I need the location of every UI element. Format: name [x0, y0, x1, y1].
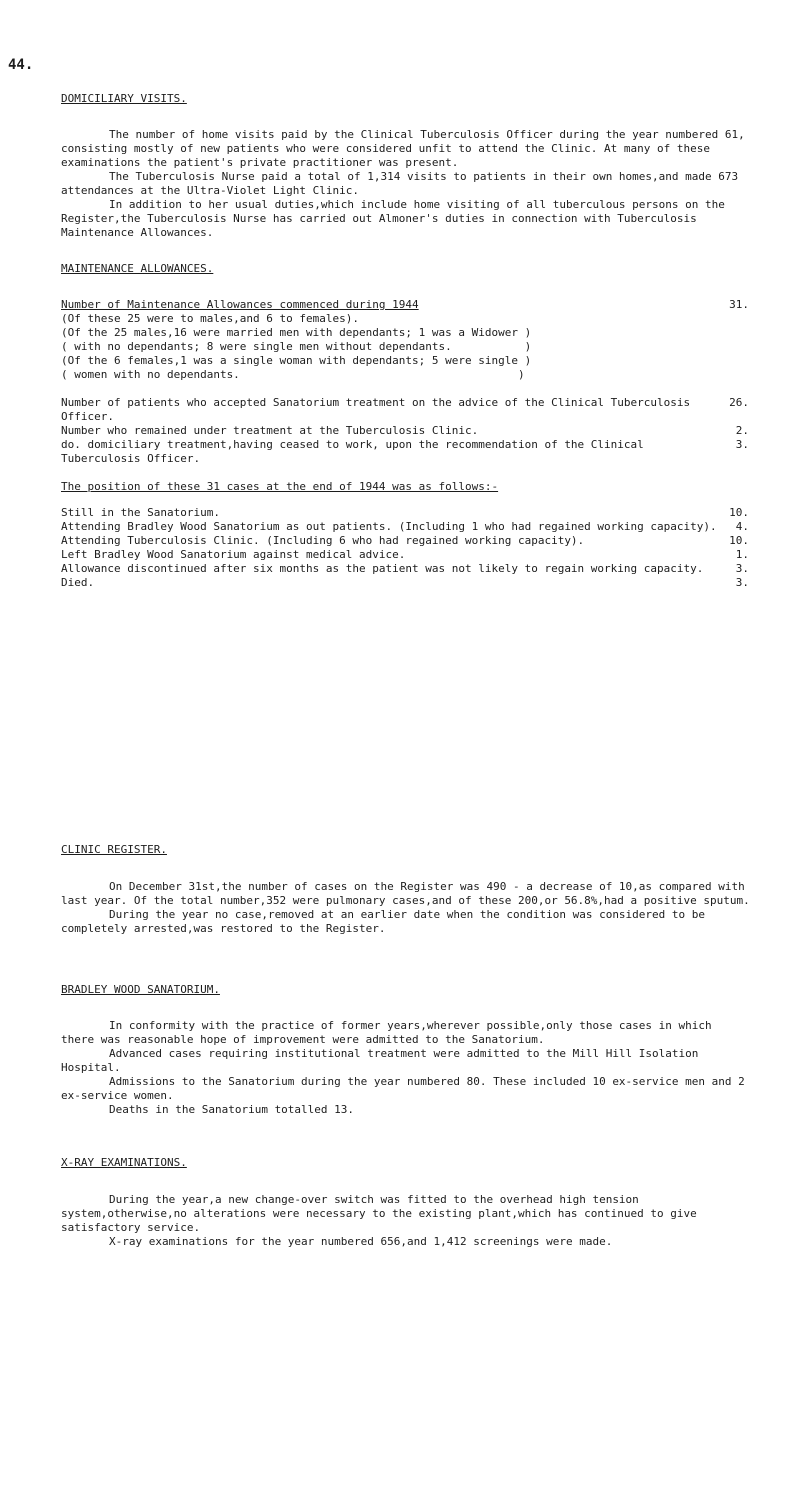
- position-label: Attending Tuberculosis Clinic. (Including 6 who had regained working capacity).: [61, 534, 585, 547]
- position-row: [61, 548, 749, 562]
- bradley-paragraph-3: Admissions to the Sanatorium during the year numbered 80. These included 10 ex-service men and 2 ex-service women.: [61, 1075, 745, 1102]
- xray-heading: X-RAY EXAMINATIONS.: [61, 1156, 187, 1169]
- xray-section: [61, 1193, 751, 1249]
- maintenance-note-3: ( with no dependants; 8 were single men without dependants. ): [61, 340, 532, 353]
- position-value: 4.: [735, 520, 749, 533]
- clinic-section: [61, 880, 751, 936]
- accepted-row: [61, 396, 749, 424]
- ceased-value: 3.: [735, 438, 749, 451]
- bradley-heading: BRADLEY WOOD SANATORIUM.: [61, 983, 220, 996]
- page-number: 44.: [8, 57, 34, 73]
- position-value: 10.: [729, 534, 749, 547]
- position-label: Left Bradley Wood Sanatorium against medical advice.: [61, 548, 406, 561]
- clinic-heading: CLINIC REGISTER.: [61, 843, 167, 856]
- domiciliary-paragraph-1: The number of home visits paid by the Clinical Tuberculosis Officer during the year numbered 61, consisting mostly of new patients who were considered unfit to attend the Clinic. At many of these examinations the patient's private practitioner was present.: [61, 128, 745, 169]
- position-row: [61, 576, 749, 590]
- position-value: 10.: [729, 506, 749, 519]
- ceased-row: [61, 438, 749, 466]
- position-label: Died.: [61, 576, 95, 589]
- maintenance-note-4: (Of the 6 females,1 was a single woman with dependants; 5 were single ): [61, 354, 532, 367]
- accepted-value: 26.: [729, 396, 749, 409]
- ceased-label: do. domiciliary treatment,having ceased to work, upon the recommendation of the Clinical Tuberculosis Officer.: [61, 438, 644, 465]
- remained-label: Number who remained under treatment at the Tuberculosis Clinic.: [61, 424, 479, 437]
- bradley-paragraph-1: In conformity with the practice of former years,wherever possible,only those cases in which there was reasonable hope of improvement were admitted to the Sanatorium.: [61, 1019, 712, 1046]
- commenced-value: 31.: [729, 298, 749, 311]
- bradley-paragraph-4: Deaths in the Sanatorium totalled 13.: [109, 1103, 355, 1116]
- remained-value: 2.: [735, 424, 749, 437]
- commenced-label: Number of Maintenance Allowances commenced during 1944: [61, 298, 419, 311]
- position-value: 3.: [735, 576, 749, 589]
- domiciliary-section: [61, 128, 751, 240]
- position-row: [61, 534, 749, 548]
- clinic-paragraph-2: During the year no case,removed at an earlier date when the condition was considered to be completely arrested,was restored to the Register.: [61, 908, 706, 935]
- position-label: Still in the Sanatorium.: [61, 506, 220, 519]
- position-row: [61, 506, 749, 520]
- position-value: 3.: [735, 562, 749, 575]
- accepted-label: Number of patients who accepted Sanatorium treatment on the advice of the Clinical Tuberculosis Officer.: [61, 396, 691, 423]
- positions-list: [61, 506, 749, 590]
- maintenance-note-2: (Of the 25 males,16 were married men with dependants; 1 was a Widower ): [61, 326, 532, 339]
- position-row: [61, 520, 749, 534]
- maintenance-note-5: ( women with no dependants. ): [61, 368, 525, 381]
- domiciliary-heading: DOMICILIARY VISITS.: [61, 92, 187, 105]
- position-heading: The position of these 31 cases at the end of 1944 was as follows:-: [61, 480, 499, 493]
- position-row: [61, 562, 749, 576]
- position-label: Attending Bradley Wood Sanatorium as out patients. (Including 1 who had regained working capacity).: [61, 520, 717, 533]
- xray-paragraph-2: X-ray examinations for the year numbered 656,and 1,412 screenings were made.: [109, 1235, 613, 1248]
- position-value: 1.: [735, 548, 749, 561]
- bradley-section: [61, 1019, 751, 1117]
- xray-paragraph-1: During the year,a new change-over switch was fitted to the overhead high tension system,otherwise,no alterations were necessary to the existing plant,which has continued to give satisfactory service.: [61, 1193, 697, 1234]
- maintenance-note-1: (Of these 25 were to males,and 6 to females).: [61, 312, 360, 325]
- commenced-row: [61, 298, 749, 312]
- clinic-paragraph-1: On December 31st,the number of cases on the Register was 490 - a decrease of 10,as compared with last year. Of the total number,352 were pulmonary cases,and of these 200,or 56.8%,had a positive sputum.: [61, 880, 750, 907]
- position-label: Allowance discontinued after six months as the patient was not likely to regain working capacity.: [61, 562, 704, 575]
- domiciliary-paragraph-3: In addition to her usual duties,which include home visiting of all tuberculous persons on the Register,the Tuberculosis Nurse has carried out Almoner's duties in connection with Tuberculosis Maintenance Allowances.: [61, 198, 725, 239]
- remained-row: [61, 424, 749, 438]
- maintenance-section: [61, 298, 749, 590]
- domiciliary-paragraph-2: The Tuberculosis Nurse paid a total of 1,314 visits to patients in their own homes,and made 673 attendances at the Ultra-Violet Light Clinic.: [61, 170, 739, 197]
- maintenance-heading: MAINTENANCE ALLOWANCES.: [61, 262, 214, 275]
- bradley-paragraph-2: Advanced cases requiring institutional treatment were admitted to the Mill Hill Isolation Hospital.: [61, 1047, 699, 1074]
